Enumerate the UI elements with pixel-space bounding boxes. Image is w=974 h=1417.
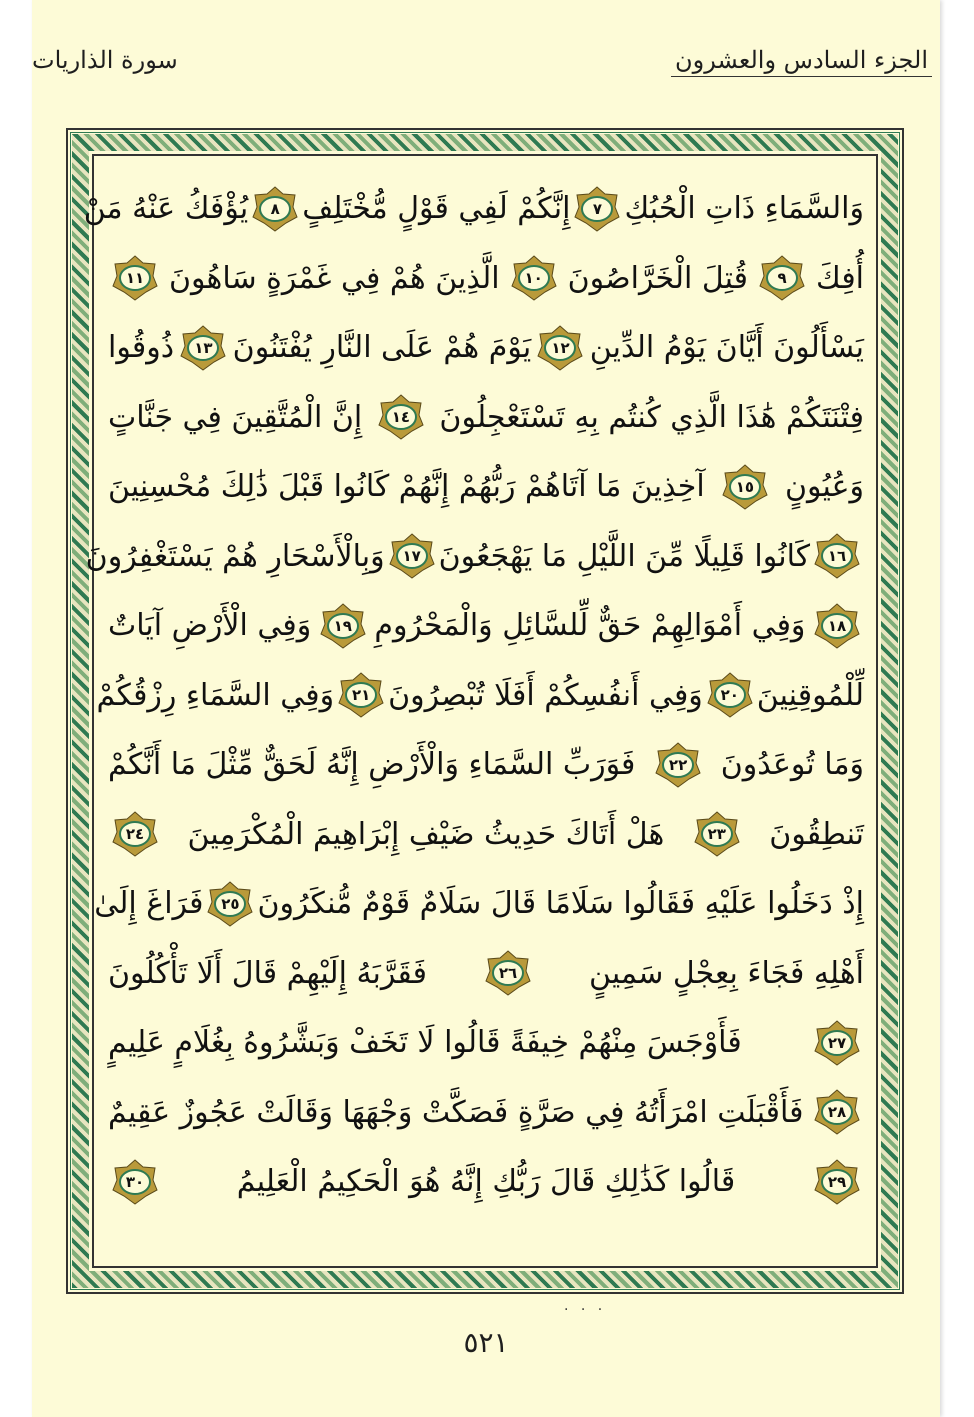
verse-text: فَقَرَّبَهُ إِلَيْهِمْ قَالَ أَلَا تَأْكُلُونَ (108, 955, 427, 991)
ayah-number: ٢٩ (827, 1172, 847, 1191)
quran-text-area (83, 174, 864, 1217)
verse-text: أَهْلِهِ فَجَاءَ بِعِجْلٍ سَمِينٍ (588, 955, 864, 991)
verse-line (108, 591, 864, 661)
ornamental-frame (66, 128, 904, 1294)
verse-text: وَفِي أَنفُسِكُمْ أَفَلَا تُبْصِرُونَ (388, 677, 703, 713)
verse-text: فَأَقْبَلَتِ امْرَأَتُهُ فِي صَرَّةٍ فَصَكَّتْ وَجْهَهَا وَقَالَتْ عَجُوزٌ عَقِيمٌ (108, 1094, 804, 1130)
juz-title: الجزء السادس والعشرون (671, 46, 932, 77)
verse-text: يَوْمَ هُمْ عَلَى النَّارِ يُفْتَنُونَ (232, 330, 532, 366)
verse-line (94, 869, 864, 939)
ayah-number-marker (707, 672, 753, 718)
ayah-number-marker (180, 325, 226, 371)
verse-text: ذُوقُوا (108, 330, 175, 366)
verse-text: وَعُيُونٍ (785, 469, 864, 505)
ayah-number-marker (694, 811, 740, 857)
ayah-number-marker (112, 811, 158, 857)
verse-text: لِّلْمُوقِنِينَ (756, 677, 864, 713)
ayah-number-marker (814, 1159, 860, 1205)
verse-text: كَانُوا قَلِيلًا مِّنَ اللَّيْلِ مَا يَهْجَعُونَ (438, 538, 810, 574)
verse-text: آخِذِينَ مَا آتَاهُمْ رَبُّهُمْ إِنَّهُمْ كَانُوا قَبْلَ ذَٰلِكَ مُحْسِنِينَ (108, 469, 705, 505)
surah-title: سورة الذاريات (32, 46, 178, 74)
ayah-number: ١٥ (735, 477, 755, 496)
ayah-number: ٧ (592, 199, 603, 218)
ayah-number: ١٠ (524, 269, 543, 288)
ayah-number: ٢٤ (125, 825, 145, 844)
verse-line (108, 1147, 864, 1217)
verse-text: إِذْ دَخَلُوا عَلَيْهِ فَقَالُوا سَلَامًا قَالَ سَلَامٌ قَوْمٌ مُّنكَرُونَ (257, 886, 864, 922)
verse-text: إِنَّ الْمُتَّقِينَ فِي جَنَّاتٍ (108, 399, 363, 435)
verse-text: وَالسَّمَاءِ ذَاتِ الْحُبُكِ (624, 191, 864, 227)
verse-text: قَالُوا كَذَٰلِكِ قَالَ رَبُّكِ إِنَّهُ هُوَ الْحَكِيمُ الْعَلِيمُ (236, 1164, 736, 1200)
ayah-number: ٢٥ (221, 894, 240, 913)
verse-text: وَبِالْأَسْحَارِ هُمْ يَسْتَغْفِرُونَ (85, 538, 385, 574)
ayah-number: ١١ (125, 269, 145, 288)
verse-line (108, 452, 864, 522)
page-number: ٥٢١ (463, 1326, 509, 1359)
verse-text: يُؤْفَكُ عَنْهُ مَنْ (83, 191, 249, 227)
ayah-number-marker (252, 186, 298, 232)
ayah-number: ١٨ (827, 616, 847, 635)
mushaf-page (32, 0, 940, 1417)
verse-line (108, 383, 864, 453)
verse-text: قُتِلَ الْخَرَّاصُونَ (567, 260, 749, 296)
ayah-number-marker (814, 533, 860, 579)
ayah-number-marker (207, 881, 253, 927)
ayah-number-marker (378, 394, 424, 440)
ayah-number: ٣٠ (125, 1172, 145, 1191)
ayah-number: ٢٦ (498, 964, 518, 983)
ayah-number: ١٢ (551, 338, 570, 357)
verse-text: فِتْنَتَكُمْ هَٰذَا الَّذِي كُنتُم بِهِ تَسْتَعْجِلُونَ (439, 399, 864, 435)
verse-line (108, 730, 864, 800)
verse-line (96, 661, 864, 731)
ayah-number: ١٣ (194, 338, 213, 357)
ayah-number: ٢١ (351, 686, 371, 705)
verse-text: هَلْ أَتَاكَ حَدِيثُ ضَيْفِ إِبْرَاهِيمَ الْمُكْرَمِينَ (187, 816, 665, 852)
ayah-number: ١٤ (391, 408, 410, 427)
verse-line (108, 800, 864, 870)
verse-text: إِنَّكُمْ لَفِي قَوْلٍ مُّخْتَلِفٍ (302, 191, 571, 227)
ayah-number-marker (655, 742, 701, 788)
ayah-number: ٨ (270, 199, 280, 218)
verse-text: فَوَرَبِّ السَّمَاءِ وَالْأَرْضِ إِنَّهُ لَحَقٌّ مِّثْلَ مَا أَنَّكُمْ (108, 747, 636, 783)
ayah-number-marker (722, 464, 768, 510)
verse-text: وَمَا تُوعَدُونَ (720, 747, 864, 783)
verse-line (108, 939, 864, 1009)
ayah-number-marker (511, 255, 557, 301)
verse-text: الَّذِينَ هُمْ فِي غَمْرَةٍ سَاهُونَ (169, 260, 500, 296)
verse-text: وَفِي السَّمَاءِ رِزْقُكُمْ (96, 677, 335, 713)
ayah-number-marker (338, 672, 384, 718)
ayah-number: ٢٠ (720, 686, 739, 705)
page-header (32, 40, 940, 90)
page-dots: · · · (564, 1302, 607, 1318)
ayah-number: ٢٢ (668, 755, 688, 774)
ayah-number: ١٧ (402, 547, 421, 566)
verse-text: تَنطِقُونَ (769, 816, 864, 852)
ayah-number: ٢٧ (827, 1033, 847, 1052)
verse-text: فَرَاغَ إِلَىٰ (94, 886, 204, 922)
verse-text: فَأَوْجَسَ مِنْهُمْ خِيفَةً قَالُوا لَا تَخَفْ وَبَشَّرُوهُ بِغُلَامٍ عَلِيمٍ (108, 1025, 742, 1061)
ayah-number: ١٦ (827, 547, 847, 566)
ayah-number-marker (485, 950, 531, 996)
verse-line (83, 174, 864, 244)
ayah-number: ١٩ (333, 616, 352, 635)
verse-line (108, 313, 864, 383)
ayah-number-marker (389, 533, 435, 579)
ayah-number-marker (814, 1089, 860, 1135)
verse-line (85, 522, 864, 592)
ayah-number-marker (537, 325, 583, 371)
verse-line (108, 1008, 864, 1078)
ayah-number-marker (112, 1159, 158, 1205)
verse-text: وَفِي الْأَرْضِ آيَاتٌ (108, 608, 312, 644)
ayah-number-marker (814, 603, 860, 649)
verse-text: وَفِي أَمْوَالِهِمْ حَقٌّ لِّلسَّائِلِ وَالْمَحْرُومِ (374, 608, 806, 644)
verse-text: أُفِكَ (816, 260, 864, 296)
ayah-number-marker (320, 603, 366, 649)
ayah-number-marker (112, 255, 158, 301)
verse-text: يَسْأَلُونَ أَيَّانَ يَوْمُ الدِّينِ (589, 330, 864, 366)
ayah-number: ٢٨ (827, 1103, 847, 1122)
ayah-number-marker (759, 255, 805, 301)
ayah-number: ٢٣ (707, 825, 726, 844)
verse-line (108, 1078, 864, 1148)
ayah-number-marker (574, 186, 620, 232)
verse-line (108, 244, 864, 314)
ayah-number-marker (814, 1020, 860, 1066)
ayah-number: ٩ (777, 269, 787, 288)
